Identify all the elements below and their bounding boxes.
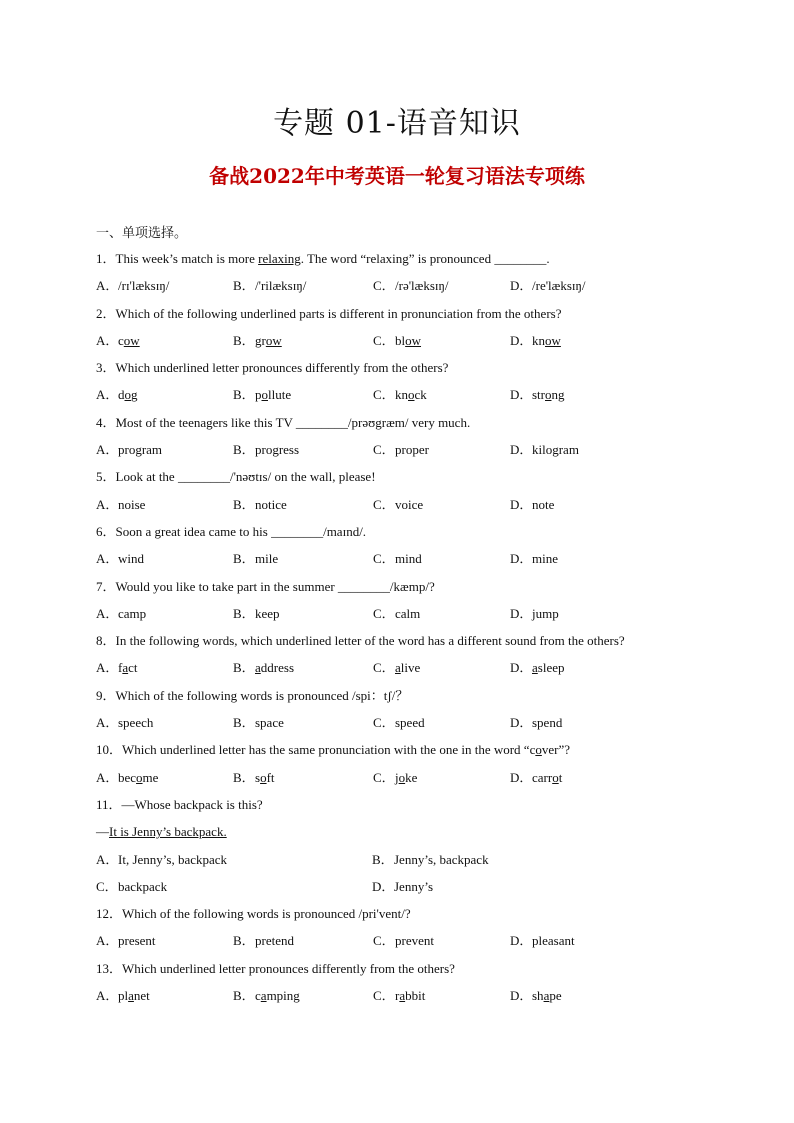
option-letter: A．	[96, 660, 119, 676]
answer-option[interactable]	[96, 381, 138, 408]
option-underlined-text: o	[124, 387, 131, 403]
option-letter: A．	[96, 278, 119, 294]
answer-option[interactable]	[510, 436, 579, 463]
option-text: t	[558, 769, 563, 785]
answer-option[interactable]	[373, 272, 449, 299]
answer-option[interactable]	[373, 764, 417, 791]
option-text: /rə'læksɪŋ/	[395, 278, 449, 294]
option-letter: C．	[373, 715, 395, 731]
option-text: net	[133, 988, 150, 1004]
answer-option[interactable]	[96, 545, 144, 572]
answer-option[interactable]	[510, 327, 561, 354]
options-row	[96, 927, 736, 954]
option-text: c	[118, 332, 124, 348]
options-row	[96, 436, 736, 463]
section-heading: 一、单项选择。	[96, 226, 188, 241]
question-stem	[96, 736, 736, 763]
answer-option[interactable]	[373, 381, 427, 408]
question-stem	[96, 409, 736, 436]
option-letter: D．	[510, 715, 533, 731]
answer-dash: —	[96, 824, 109, 840]
option-letter: C．	[373, 605, 395, 621]
options-row	[96, 327, 736, 354]
answer-option[interactable]	[373, 327, 421, 354]
option-underlined-text: a	[395, 660, 401, 676]
option-underlined-text: a	[128, 988, 134, 1004]
option-text: mile	[255, 551, 279, 567]
option-text: ddress	[260, 660, 294, 676]
option-text: mine	[532, 551, 558, 567]
option-letter: A．	[96, 442, 119, 458]
option-letter: C．	[373, 933, 395, 949]
answer-option[interactable]	[96, 982, 150, 1009]
option-text: ft	[266, 769, 275, 785]
option-text: mind	[395, 551, 422, 567]
answer-option[interactable]	[510, 982, 562, 1009]
stem-text: 7．Would you like to take part in the summer ________/kæmp/?	[96, 578, 435, 594]
answer-option[interactable]	[510, 927, 575, 954]
stem-text: 2．Which of the following underlined parts is different in pronunciation from the others?	[96, 305, 562, 321]
option-letter: D．	[510, 605, 533, 621]
option-text: pretend	[255, 933, 294, 949]
answer-option[interactable]	[510, 600, 559, 627]
option-text: speech	[118, 715, 154, 731]
option-text: d	[118, 387, 125, 403]
option-letter: B．	[233, 715, 255, 731]
option-underlined-text: a	[255, 660, 261, 676]
options-row	[96, 545, 736, 572]
option-letter: D．	[510, 278, 533, 294]
option-text: r	[395, 988, 400, 1004]
option-text: note	[532, 496, 555, 512]
options-row	[96, 381, 736, 408]
answer-option[interactable]	[510, 709, 562, 736]
answer-option[interactable]	[510, 491, 554, 518]
option-letter: D．	[510, 660, 533, 676]
option-text: c	[255, 988, 261, 1004]
option-text: ng	[551, 387, 565, 403]
answer-option[interactable]	[96, 654, 138, 681]
option-text: ke	[405, 769, 418, 785]
answer-option[interactable]	[233, 436, 299, 463]
answer-option[interactable]	[373, 982, 425, 1009]
answer-option[interactable]	[96, 764, 158, 791]
option-letter: B．	[233, 605, 255, 621]
answer-option[interactable]	[373, 709, 425, 736]
option-letter: B．	[233, 660, 255, 676]
options-row	[96, 491, 736, 518]
option-text: p	[255, 387, 262, 403]
option-letter: C．	[373, 660, 395, 676]
answer-option[interactable]	[96, 272, 169, 299]
answer-option[interactable]	[373, 600, 420, 627]
option-letter: B．	[372, 851, 394, 867]
question-stem	[96, 573, 736, 600]
option-underlined-text: a	[543, 988, 550, 1004]
question-stem	[96, 955, 736, 982]
option-text: present	[118, 933, 156, 949]
options-row	[96, 764, 736, 791]
option-text: keep	[255, 605, 280, 621]
stem-text: 10．Which underlined letter has the same pronunciation with the one in the word “c	[96, 742, 536, 758]
answer-option[interactable]	[233, 764, 275, 791]
option-text: pleasant	[532, 933, 575, 949]
option-text: /'rilæksɪŋ/	[255, 278, 307, 294]
stem-text: 8．In the following words, which underlined letter of the word has a different sound from the others?	[96, 633, 625, 649]
option-text: sh	[532, 988, 544, 1004]
answer-option[interactable]	[233, 545, 278, 572]
answer-option[interactable]	[510, 381, 565, 408]
answer-underlined-text: It is Jenny’s backpack.	[109, 824, 227, 840]
option-text: bbit	[405, 988, 426, 1004]
option-text: space	[255, 715, 284, 731]
option-text: kn	[395, 387, 408, 403]
option-letter: B．	[233, 278, 255, 294]
stem-text: ver”?	[541, 742, 570, 758]
option-text: It, Jenny’s, backpack	[118, 851, 228, 867]
option-letter: B．	[233, 332, 255, 348]
question-stem	[96, 791, 736, 818]
option-text: me	[142, 769, 159, 785]
answer-option[interactable]	[233, 491, 287, 518]
answer-option[interactable]	[96, 709, 153, 736]
answer-option[interactable]	[96, 436, 162, 463]
option-letter: D．	[510, 442, 533, 458]
stem-underlined-text: o	[535, 742, 542, 758]
question-stem	[96, 463, 736, 490]
stem-text: 6．Soon a great idea came to his ________/maɪnd/.	[96, 523, 367, 539]
option-text: sleep	[537, 660, 565, 676]
answer-option[interactable]	[373, 545, 422, 572]
option-letter: A．	[96, 715, 119, 731]
answer-option[interactable]	[373, 654, 420, 681]
option-underlined-text: a	[122, 660, 129, 676]
answer-option[interactable]	[96, 927, 156, 954]
option-text: pe	[549, 988, 562, 1004]
option-text: wind	[118, 551, 144, 567]
answer-option[interactable]	[233, 709, 284, 736]
answer-option[interactable]	[510, 764, 562, 791]
options-row	[96, 709, 736, 736]
option-text: pl	[118, 988, 129, 1004]
stem-text: 9．Which of the following words is pronounced /spi：tʃ/？	[96, 687, 409, 703]
option-text: ct	[128, 660, 138, 676]
option-text: camp	[118, 605, 147, 621]
question-stem	[96, 245, 736, 272]
option-text: f	[118, 660, 123, 676]
option-letter: B．	[233, 988, 255, 1004]
answer-option[interactable]	[233, 327, 282, 354]
question-stem	[96, 354, 736, 381]
question-stem	[96, 518, 736, 545]
option-text: s	[255, 769, 261, 785]
answer-option[interactable]	[372, 846, 489, 873]
options-row	[96, 982, 736, 1009]
option-text: str	[532, 387, 545, 403]
answer-option[interactable]	[373, 436, 429, 463]
answer-option[interactable]	[233, 927, 294, 954]
option-letter: A．	[96, 332, 119, 348]
option-underlined-text: o	[260, 769, 267, 785]
option-letter: C．	[96, 878, 118, 894]
question-stem	[96, 900, 736, 927]
option-text: notice	[255, 496, 287, 512]
option-text: /re'læksɪŋ/	[532, 278, 586, 294]
option-letter: A．	[96, 851, 119, 867]
answer-option[interactable]	[233, 654, 294, 681]
option-text: progress	[255, 442, 300, 458]
dialogue-answer	[96, 818, 736, 845]
answer-option[interactable]	[96, 873, 167, 900]
option-text: /rɪ'læksɪŋ/	[118, 278, 170, 294]
option-text: llute	[268, 387, 292, 403]
answer-option[interactable]	[96, 600, 146, 627]
option-underlined-text: o	[398, 769, 406, 785]
option-underlined-text: a	[399, 988, 406, 1004]
option-text: calm	[395, 605, 421, 621]
option-underlined-text: ow	[545, 332, 561, 348]
stem-text: . The word “relaxing” is pronounced ________.	[300, 251, 550, 266]
answer-option[interactable]	[510, 272, 586, 299]
page-subtitle: 备战2022年中考英语一轮复习语法专项练	[209, 164, 585, 188]
option-letter: D．	[510, 988, 533, 1004]
option-underlined-text: o	[136, 769, 143, 785]
option-letter: B．	[233, 551, 255, 567]
answer-option[interactable]	[373, 491, 423, 518]
option-letter: A．	[96, 933, 119, 949]
answer-option[interactable]	[372, 873, 433, 900]
page-title: 专题 01-语音知识	[273, 106, 521, 141]
option-underlined-text: a	[260, 988, 267, 1004]
option-text: carr	[532, 769, 553, 785]
option-letter: B．	[233, 769, 255, 785]
option-text: proper	[395, 442, 429, 458]
option-letter: C．	[373, 496, 395, 512]
question-stem	[96, 682, 736, 709]
option-letter: D．	[372, 878, 395, 894]
option-text: ck	[414, 387, 427, 403]
stem-text: 5．Look at the ________/'nəʊtɪs/ on the wall, please!	[96, 469, 376, 485]
stem-text: 13．Which underlined letter pronounces differently from the others?	[96, 960, 455, 976]
option-letter: A．	[96, 387, 119, 403]
option-text: bl	[395, 332, 406, 348]
answer-option[interactable]	[510, 654, 565, 681]
answer-option[interactable]	[233, 381, 291, 408]
option-text: Jenny’s, backpack	[394, 851, 489, 867]
options-row	[96, 600, 736, 627]
question-stem	[96, 300, 736, 327]
option-underlined-text: ow	[405, 332, 422, 348]
option-text: Jenny’s	[394, 878, 433, 894]
option-letter: D．	[510, 769, 533, 785]
option-text: kn	[532, 332, 545, 348]
stem-underlined-text: relaxing	[258, 251, 301, 266]
option-underlined-text: o	[408, 387, 415, 403]
stem-text: 12．Which of the following words is pronounced /pri'vent/?	[96, 906, 411, 922]
option-underlined-text: a	[532, 660, 538, 676]
option-text: prevent	[395, 933, 434, 949]
question-stem	[96, 627, 736, 654]
option-underlined-text: ow	[265, 332, 282, 348]
option-letter: B．	[233, 442, 255, 458]
option-text: kilogram	[532, 442, 579, 458]
option-text: g	[131, 387, 138, 403]
option-letter: A．	[96, 496, 119, 512]
option-letter: B．	[233, 387, 255, 403]
option-underlined-text: o	[552, 769, 559, 785]
options-row	[96, 846, 736, 873]
option-text: gr	[255, 332, 266, 348]
answer-option[interactable]	[510, 545, 558, 572]
option-underlined-text: ow	[123, 332, 140, 348]
option-letter: B．	[233, 496, 255, 512]
answer-option[interactable]	[233, 600, 280, 627]
stem-text: 4．Most of the teenagers like this TV ________/prəʊgræm/ very much.	[96, 414, 471, 430]
option-letter: C．	[373, 332, 395, 348]
option-letter: D．	[510, 551, 533, 567]
answer-option[interactable]	[233, 272, 306, 299]
option-text: live	[400, 660, 421, 676]
question-list	[96, 223, 736, 1009]
option-letter: D．	[510, 387, 533, 403]
option-letter: B．	[233, 933, 255, 949]
option-text: spend	[532, 715, 563, 731]
option-text: bec	[118, 769, 137, 785]
option-letter: D．	[510, 496, 533, 512]
answer-option[interactable]	[373, 927, 434, 954]
option-underlined-text: o	[261, 387, 268, 403]
option-underlined-text: o	[545, 387, 552, 403]
option-text: backpack	[118, 878, 168, 894]
option-letter: C．	[373, 551, 395, 567]
option-letter: C．	[373, 988, 395, 1004]
option-letter: C．	[373, 278, 395, 294]
option-letter: C．	[373, 387, 395, 403]
option-letter: A．	[96, 551, 119, 567]
answer-option[interactable]	[233, 982, 300, 1009]
options-row	[96, 272, 736, 299]
option-text: program	[118, 442, 163, 458]
option-text: jump	[532, 605, 559, 621]
option-letter: D．	[510, 933, 533, 949]
option-letter: C．	[373, 442, 395, 458]
answer-option[interactable]	[96, 327, 140, 354]
option-text: j	[395, 769, 399, 785]
stem-text: 11．—Whose backpack is this?	[96, 796, 263, 812]
option-text: voice	[395, 496, 424, 512]
stem-text: 1．This week’s match is more	[96, 251, 259, 266]
option-letter: A．	[96, 769, 119, 785]
option-letter: D．	[510, 332, 533, 348]
options-row	[96, 654, 736, 681]
answer-option[interactable]	[96, 491, 145, 518]
option-letter: A．	[96, 605, 119, 621]
option-text: noise	[118, 496, 146, 512]
answer-option[interactable]	[96, 846, 227, 873]
option-letter: C．	[373, 769, 395, 785]
stem-text: 3．Which underlined letter pronounces differently from the others?	[96, 360, 449, 376]
option-text: mping	[266, 988, 300, 1004]
options-row	[96, 873, 736, 900]
option-text: speed	[395, 715, 425, 731]
option-letter: A．	[96, 988, 119, 1004]
